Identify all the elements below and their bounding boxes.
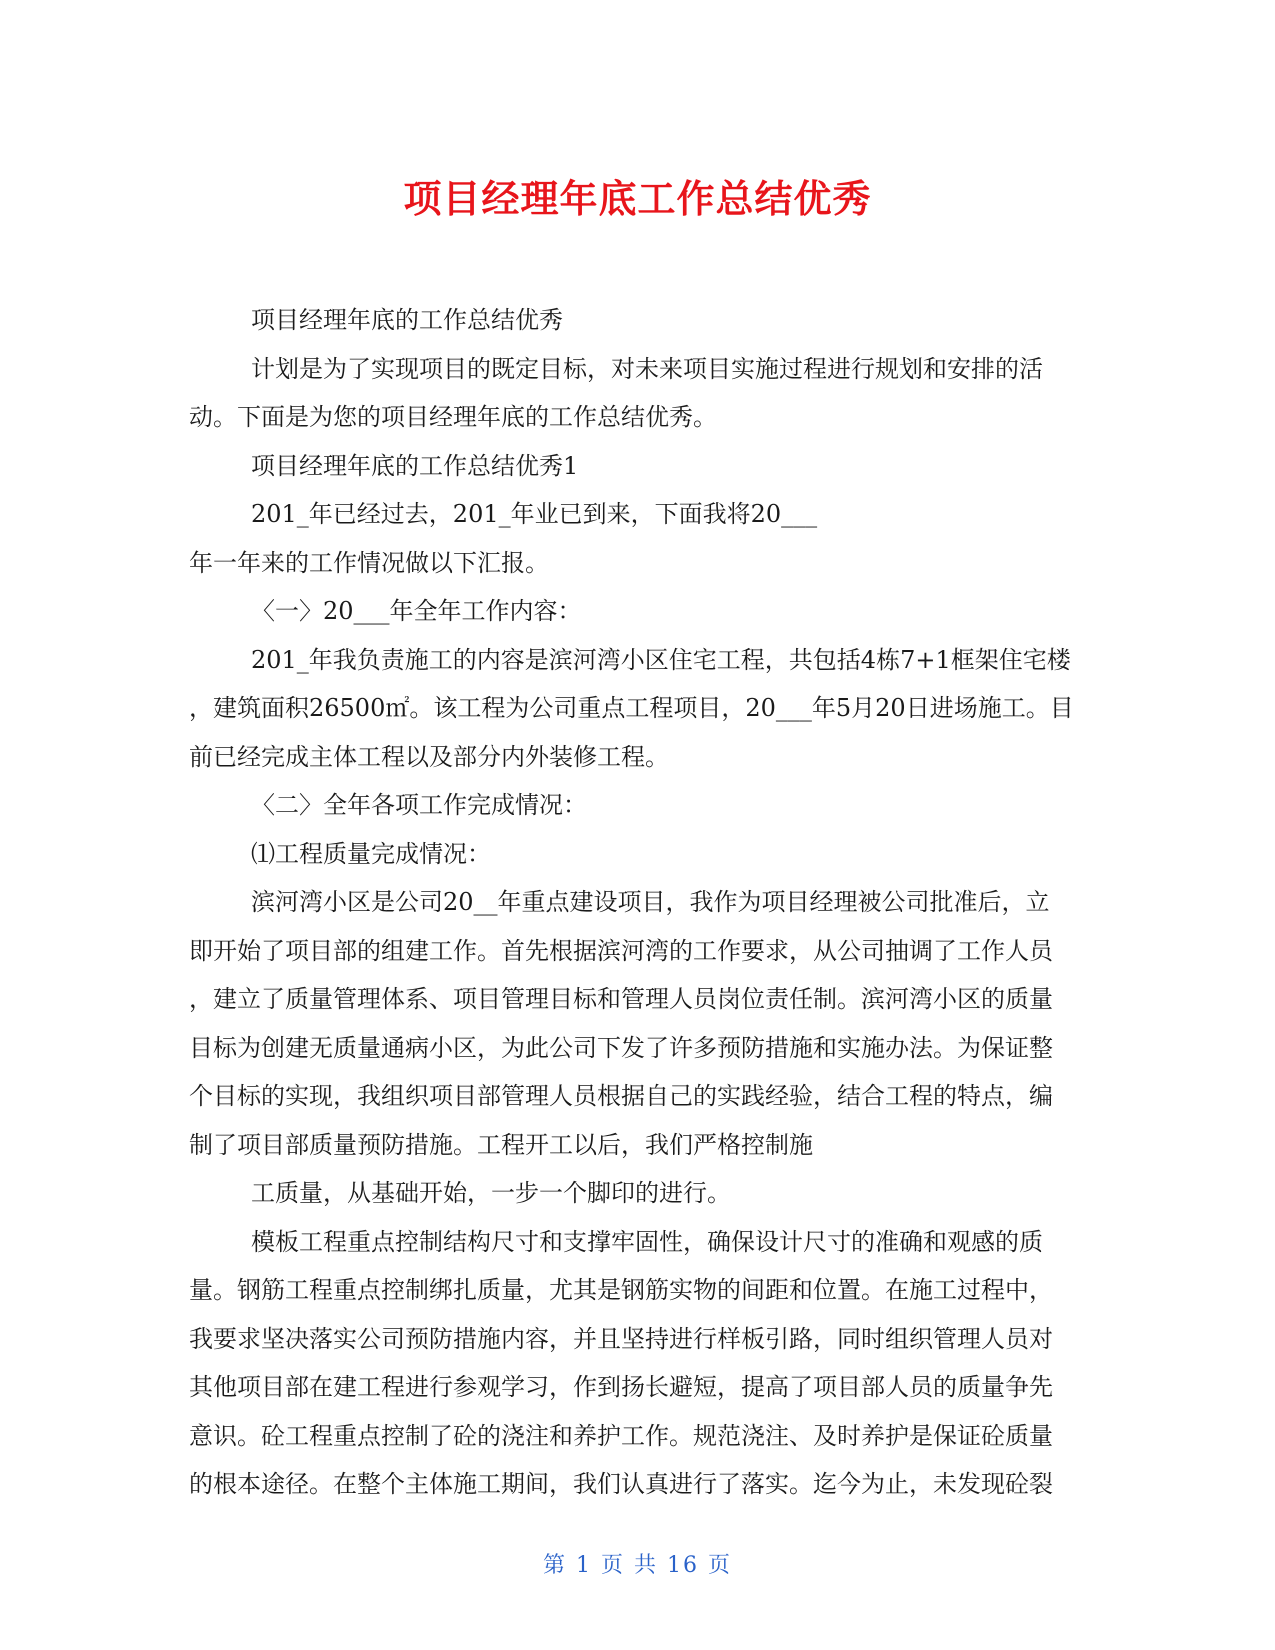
text-line: 前已经完成主体工程以及部分内外装修工程。 [189,742,669,771]
text-line: 〈二〉全年各项工作完成情况： [251,791,587,819]
text-line: 计划是为了实现项目的既定目标，对未来项目实施过程进行规划和安排的活 [251,354,1043,383]
text-line: ，建立了质量管理体系、项目管理目标和管理人员岗位责任制。滨河湾小区的质量 [189,985,1053,1013]
text-line: 年一年来的工作情况做以下汇报。 [189,548,549,577]
text-line: 模板工程重点控制结构尺寸和支撑牢固性，确保设计尺寸的准确和观感的质 [251,1227,1043,1256]
text-line: 的根本途径。在整个主体施工期间，我们认真进行了落实。迄今为止，未发现砼裂 [189,1470,1053,1498]
document-body [189,296,1089,1509]
text-line: 个目标的实现，我组织项目部管理人员根据自己的实践经验，结合工程的特点，编 [189,1082,1053,1110]
text-line: 制了项目部质量预防措施。工程开工以后，我们严格控制施 [189,1130,813,1159]
text-line: 201_年已经过去，201_年业已到来，下面我将20___ [251,500,818,528]
text-line: 201_年我负责施工的内容是滨河湾小区住宅工程，共包括4栋7+1框架住宅楼 [251,645,1071,674]
text-line: 意识。砼工程重点控制了砼的浇注和养护工作。规范浇注、及时养护是保证砼质量 [189,1421,1053,1450]
text-line: ⑴工程质量完成情况： [251,839,491,868]
text-line: 工质量，从基础开始，一步一个脚印的进行。 [251,1179,731,1207]
text-line: 我要求坚决落实公司预防措施内容，并且坚持进行样板引路，同时组织管理人员对 [189,1324,1053,1353]
text-line: 其他项目部在建工程进行参观学习，作到扬长避短，提高了项目部人员的质量争先 [189,1373,1053,1401]
page-footer: 第 1 页 共 16 页 [543,1553,732,1578]
text-line: 量。钢筋工程重点控制绑扎质量，尤其是钢筋实物的间距和位置。在施工过程中， [189,1276,1053,1304]
text-line: 〈一〉20___年全年工作内容： [251,597,582,625]
text-line: 项目经理年底的工作总结优秀 [251,306,563,334]
text-line: 滨河湾小区是公司20__年重点建设项目，我作为项目经理被公司批准后，立 [251,888,1050,916]
document-title: 项目经理年底工作总结优秀 [403,177,872,221]
text-line: 即开始了项目部的组建工作。首先根据滨河湾的工作要求，从公司抽调了工作人员 [189,936,1053,965]
text-line: ，建筑面积26500㎡。该工程为公司重点工程项目，20___年5月20日进场施工。目 [189,694,1074,722]
text-line: 项目经理年底的工作总结优秀1 [251,451,579,480]
text-line: 目标为创建无质量通病小区，为此公司下发了许多预防措施和实施办法。为保证整 [189,1033,1053,1062]
text-line: 动。下面是为您的项目经理年底的工作总结优秀。 [189,403,717,431]
